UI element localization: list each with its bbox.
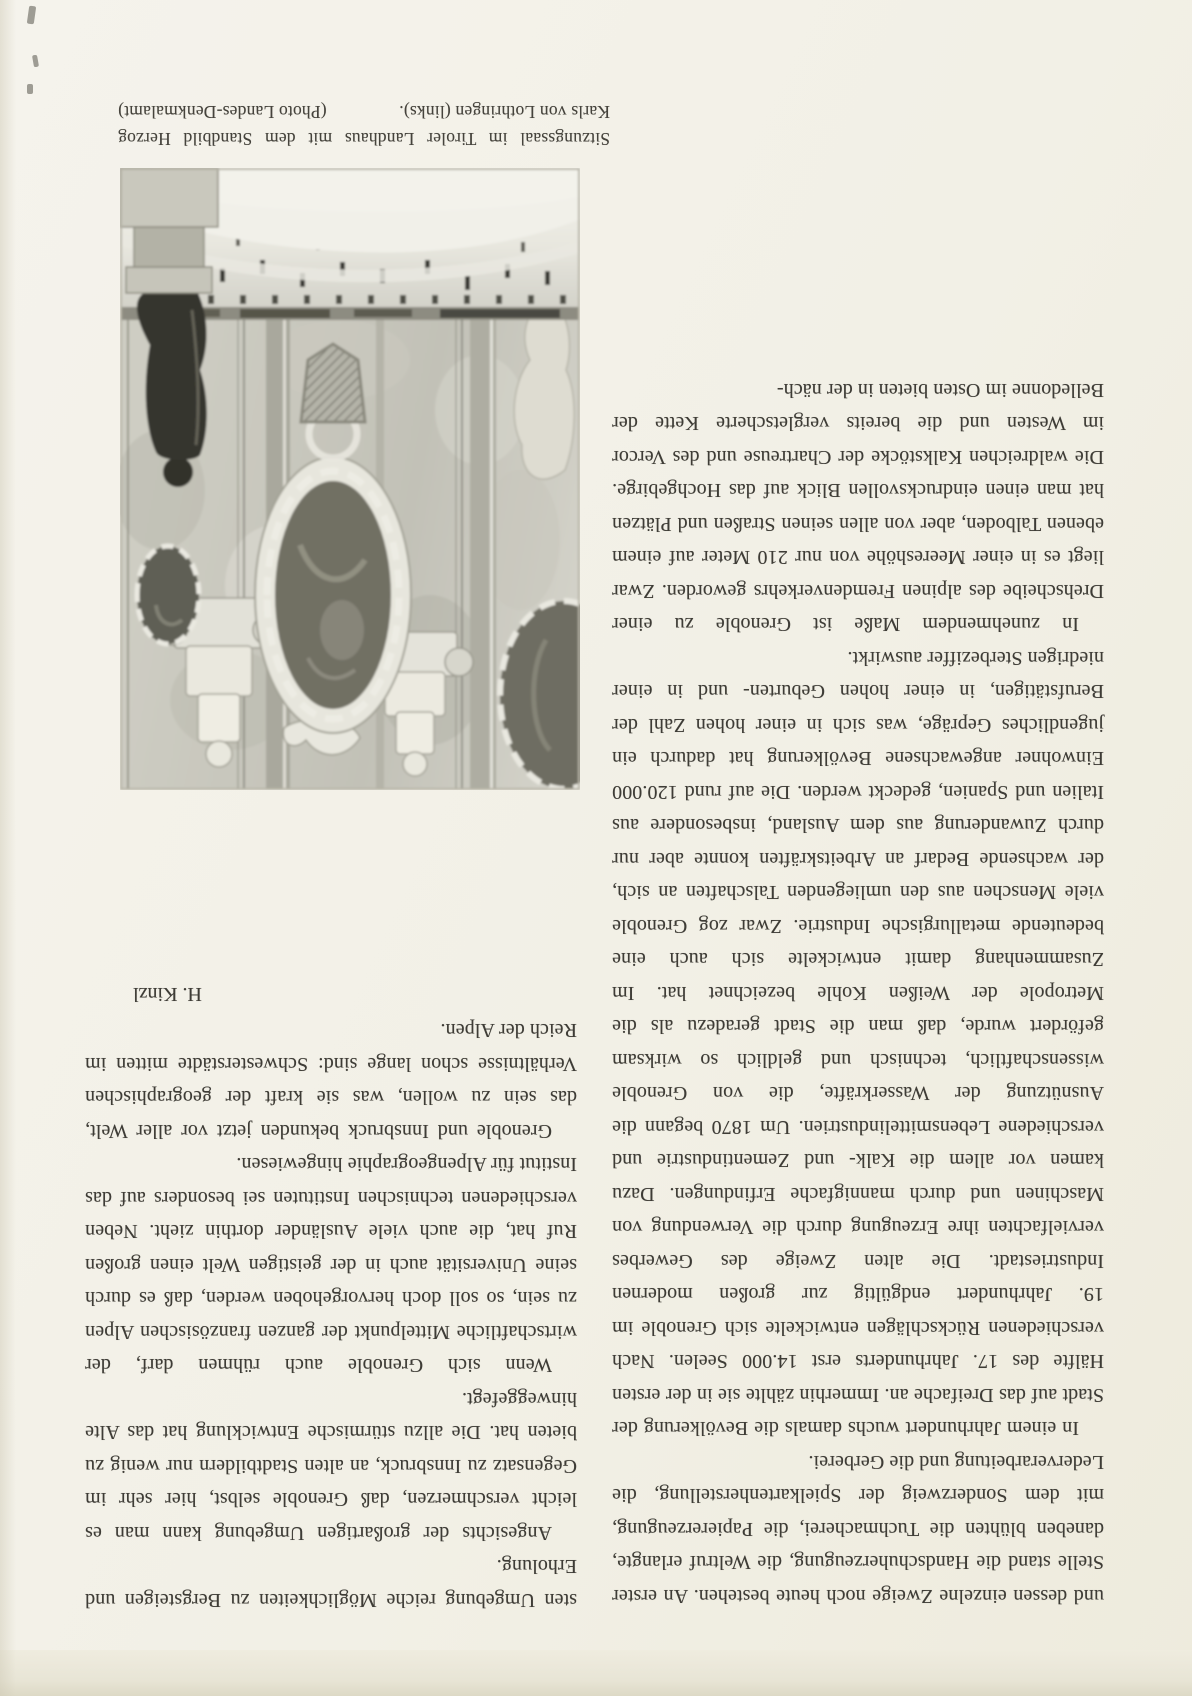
figure-caption [118,98,610,152]
scan-edge-strip [0,1650,1192,1696]
figure-photo [120,168,580,790]
paragraph: In zunehmendem Maße ist Grenoble zu einer Drehscheibe des alpinen Fremdenverkehrs geworden. Zwar liegt es in einer Meereshöhe von nur 210 Meter auf einem ebenen Talboden, aber von allen seinen Straßen und Plätzen hat man einen eindrucksvollen Blick auf das Hochgebirge. Die waldreichen Kalkstöcke der Chartreuse und des Vercor im Westen und die bereits vergletscherte Kette der Belledonne im Osten bieten in der näch- [612,379,1104,636]
sitzungssaal-photo [120,168,580,790]
paragraph: und dessen einzelne Zweige noch heute bestehen. An erster Stelle stand die Handschuherzeugung, die Weltruf erlangte, daneben blühten die Tuchmacherei, die Papiererzeugung, mit dem Sonderzweig der Spielkartenherstellung, die Lederverarbeitung und die Gerberei. [612,1451,1104,1607]
text-column-left [612,373,1104,1613]
author-signature: H. Kinzl [133,983,202,1005]
paragraph: Wenn sich Grenoble auch rühmen darf, der wirtschaftliche Mittelpunkt der ganzen französischen Alpen zu sein, so soll doch hervorgehoben werden, daß es durch seine Universität auch in der geistigen Welt einen großen Ruf hat, die auch viele Ausländer dorthin zieht. Neben verschiedenen technischen Instituten sei besonders auf das Institut für Alpengeographie hingewiesen. [85,1153,577,1377]
paragraph: Angesichts der großartigen Umgebung kann man es leicht verschmerzen, daß Grenoble selbst, hier sehr im Gegensatz zu Innsbruck, an alten Stadtbildern nur wenig zu bieten hat. Die allzu stürmische Entwicklung hat das Alte hinweggefegt. [85,1388,577,1544]
caption-credit: (Photo Landes-Denkmalamt) [118,102,327,122]
oval-medallion-right [137,546,199,644]
text-column-right [85,977,577,1617]
caption-line-1: Sitzungssaal im Tiroler Landhaus mit dem Standbild Herzog [118,129,610,149]
paragraph: Grenoble und Innsbruck bekunden jetzt vor aller Welt, das sein zu wollen, was sie kraft der geographischen Verhältnisse schon lange sind: Schwesterstädte mitten im Reich der Alpen. [85,1019,577,1142]
caption-line-2 [118,98,610,125]
paragraph: In einem Jahrhundert wuchs damals die Bevölkerung der Stadt auf das Dreifache an. Immerhin zählte sie in der ersten Hälfte des 17. Jahrhunderts erst 14.000 Seelen. Nach verschiedenen Rückschlägen entwickelte sich Grenoble im 19. Jahrhundert endgültig zur großen modernen Industriestadt. Die alten Zweige des Gewerbes vervielfachten ihre Erzeugung durch die Verwendung von Maschinen und durch mannigfache Erfindungen. Dazu kamen vor allem die Kalk- und Zementindustrie und verschiedene Lebensmittelindustrien. Um 1870 begann die Ausnützung der Wasserkräfte, die von Grenoble wissenschaftlich, technisch und geldlich so wirksam gefördert wurde, daß man die Stadt geradezu als die Metropole der Weißen Kohle bezeichnet hat. Im Zusammenhang damit entwickelte sich auch eine bedeutende metallurgische Industrie. Zwar zog Grenoble viele Menschen aus den umliegenden Talschaften an sich, der wachsende Bedarf an Arbeitskräften konnte aber nur durch Zuwanderung aus dem Ausland, insbesondere aus Italien und Spanien, gedeckt werden. Die auf rund 120.000 Einwohner angewachsene Bevölkerung hat dadurch ein jugendliches Gepräge, was sich in einer hohen Zahl der Berufstätigen, in einer hohen Geburten- und in einer niedrigen Sterbeziffer auswirkt. [612,647,1104,1440]
paragraph: sten Umgebung reiche Möglichkeiten zu Bergsteigen und Erholung. [85,1555,577,1611]
caption-line-2-left: Karls von Lothringen (links). [399,102,610,122]
